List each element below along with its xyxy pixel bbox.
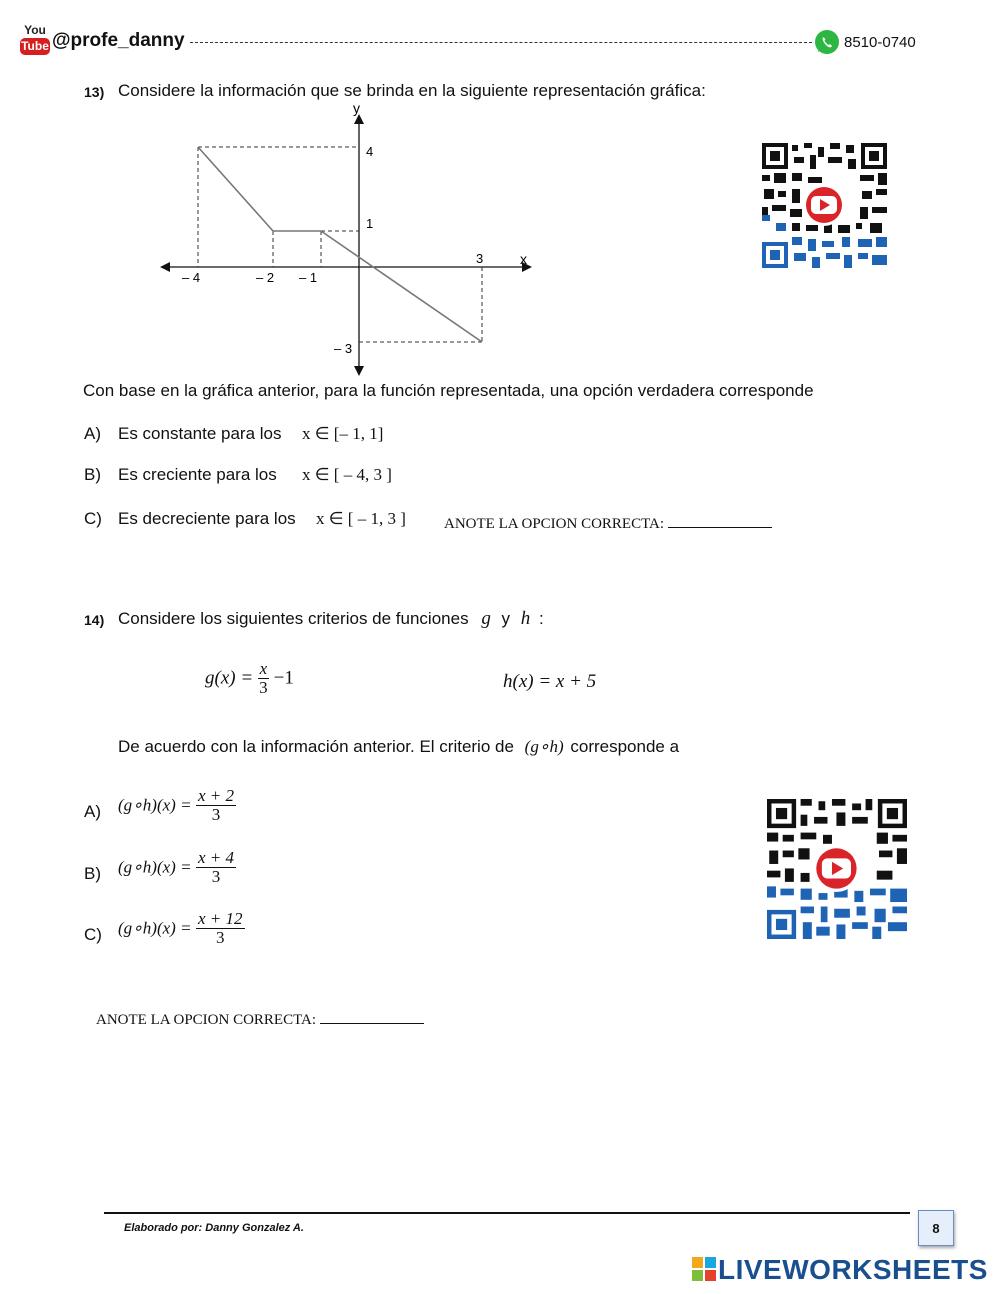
x-tick-label: – 1 [299, 270, 318, 285]
function-graph [198, 147, 482, 342]
y-tick-label: 4 [366, 144, 374, 159]
q14-prompt-colon: : [539, 609, 544, 628]
q14-stem-text: De acuerdo con la información anterior. El criterio de [118, 737, 514, 756]
q13-option-c-math: x ∈ [ – 1, 3 ] [316, 509, 406, 528]
y-axis-arrow-down [354, 366, 364, 376]
q14-option-b-fraction [196, 849, 236, 886]
q14-prompt-h: h [520, 608, 531, 629]
q14-option-c-expr [118, 910, 245, 947]
axis-x-label: x [520, 251, 527, 267]
youtube-logo [20, 24, 50, 58]
q14-g-den: 3 [259, 677, 268, 697]
q14-stem [118, 737, 679, 757]
header-dashed-divider [190, 42, 812, 43]
q14-option-b-den: 3 [211, 866, 221, 886]
q14-answer-prompt: ANOTE LA OPCION CORRECTA: [96, 1012, 317, 1028]
liveworksheets-logo [692, 1257, 716, 1281]
q14-answer-blank[interactable] [320, 1022, 424, 1024]
q14-answer-row [96, 1012, 424, 1029]
y-tick-label: 1 [366, 216, 374, 231]
q13-graph [150, 100, 540, 385]
x-tick-label: – 4 [182, 270, 201, 285]
q14-option-a-expr [118, 787, 236, 824]
q14-option-a-den: 3 [211, 804, 221, 824]
x-tick-label: – 2 [256, 270, 275, 285]
q14-option-c-lhs: (g∘h)(x) = [118, 918, 192, 938]
q14-option-b-num: x + 4 [198, 848, 235, 867]
youtube-logo-top: You [24, 23, 46, 37]
q14-option-a-fraction [196, 787, 236, 824]
header-phone: 8510-0740 [844, 34, 916, 51]
q14-g-fraction [258, 660, 270, 697]
q13-answer-row [444, 516, 772, 533]
page-number: 8 [918, 1210, 954, 1246]
q14-option-c-fraction [196, 910, 245, 947]
q13-option-b-text: Es creciente para los [118, 465, 277, 484]
q13-option-b-letter: B) [84, 465, 101, 484]
q14-option-a-num: x + 2 [198, 786, 235, 805]
q13-option-a-math: x ∈ [– 1, 1] [302, 424, 384, 443]
q13-stem: Con base en la gráfica anterior, para la función representada, una opción verdadera corresponde [83, 381, 814, 400]
q14-prompt-y: y [501, 609, 511, 628]
q14-g-num: x [259, 659, 268, 678]
q14-option-b-lhs: (g∘h)(x) = [118, 857, 192, 877]
qr-code-video-14[interactable] [767, 799, 907, 939]
whatsapp-icon [814, 29, 840, 55]
q14-h-definition: h(x) = x + 5 [503, 671, 597, 692]
x-tick-label: 3 [476, 251, 484, 266]
q13-prompt: Considere la información que se brinda en la siguiente representación gráfica: [118, 81, 706, 100]
q14-g-rest: −1 [273, 667, 294, 689]
q14-prompt-line [118, 608, 544, 630]
q13-option-a-text: Es constante para los [118, 424, 282, 443]
q14-stem-end: corresponde a [570, 737, 680, 756]
q13-option-a-letter: A) [84, 424, 101, 443]
q13-answer-blank[interactable] [668, 526, 772, 528]
q13-option-b-math: x ∈ [ – 4, 3 ] [302, 465, 392, 484]
q14-g-definition [205, 660, 294, 697]
q14-option-c-letter: C) [84, 925, 102, 944]
q14-option-b-letter: B) [84, 864, 101, 883]
liveworksheets-brand: LIVEWORKSHEETS [718, 1254, 988, 1285]
q14-option-b-expr [118, 849, 236, 886]
q13-option-c-letter: C) [84, 509, 102, 528]
q14-g-lhs: g(x) = [205, 667, 254, 689]
footer-divider [104, 1212, 910, 1214]
qr-code-video-13[interactable] [762, 143, 887, 268]
q14-prompt: Considere los siguientes criterios de funciones [118, 609, 469, 628]
q14-option-a-lhs: (g∘h)(x) = [118, 795, 192, 815]
q14-option-c-den: 3 [216, 927, 225, 947]
y-tick-label: – 3 [334, 341, 353, 356]
q14-number: 14) [84, 612, 105, 628]
q13-option-c-text: Es decreciente para los [118, 509, 296, 528]
q14-option-a-letter: A) [84, 802, 101, 821]
youtube-logo-bottom: Tube [21, 39, 49, 53]
x-axis-arrow-left [160, 262, 170, 272]
q13-answer-prompt: ANOTE LA OPCION CORRECTA: [444, 516, 665, 532]
q14-option-c-num: x + 12 [198, 909, 243, 928]
q13-number: 13) [84, 84, 105, 100]
q14-stem-math: (g∘h) [524, 737, 564, 756]
footer-author: Elaborado por: Danny Gonzalez A. [124, 1222, 304, 1234]
axis-y-label: y [353, 100, 360, 116]
q14-prompt-g: g [481, 608, 491, 629]
header-handle: @profe_danny [52, 30, 185, 51]
